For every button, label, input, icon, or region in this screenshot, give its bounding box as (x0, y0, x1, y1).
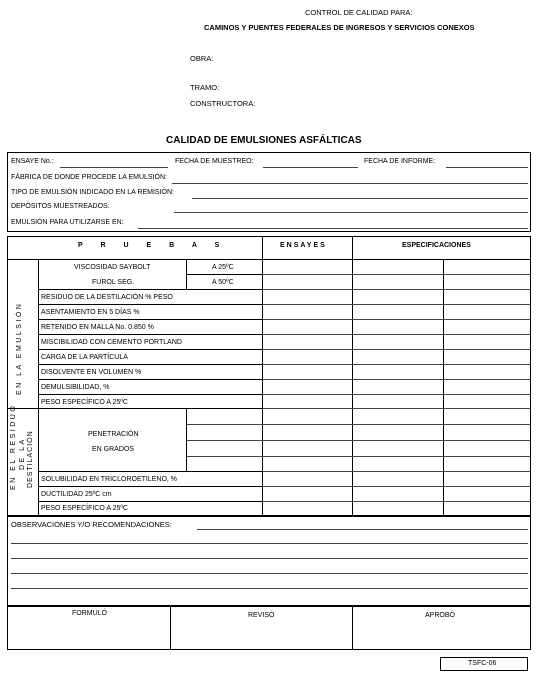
group-residuo-label-c: DESTILACIÓN (27, 430, 34, 488)
formulo-label: FORMULÓ (72, 610, 107, 617)
aprobo-label: APROBÓ (425, 612, 455, 619)
control-label: CONTROL DE CALIDAD PARA: (305, 8, 413, 17)
col-especificaciones-header: ESPECIFICACIONES (402, 242, 471, 249)
group-residuo-label-a: EN EL RESIDUO (10, 403, 17, 490)
page-title: CALIDAD DE EMULSIONES ASFÁLTICAS (166, 135, 362, 146)
peso-especifico-2-label: PESO ESPECÍFICO A 25ºC (41, 505, 128, 512)
en-grados-label: EN GRADOS (92, 446, 135, 453)
tipo-field[interactable] (192, 198, 528, 199)
miscibilidad-label: MISCIBILIDAD CON CEMENTO PORTLAND (41, 339, 182, 346)
form-code: TSFC-06 (468, 660, 497, 667)
observaciones-line[interactable] (11, 588, 528, 589)
emulsion-utilizar-label: EMULSIÓN PARA UTILIZARSE EN: (11, 219, 124, 226)
observaciones-line[interactable] (11, 573, 528, 574)
asentamiento-label: ASENTAMIENTO EN 5 DÍAS % (41, 309, 140, 316)
depositos-label: DEPÓSITOS MUESTREADOS: (11, 203, 110, 210)
fecha-informe-field[interactable] (446, 167, 528, 168)
temp-50-label: A 50ºC (212, 279, 234, 286)
fecha-muestreo-field[interactable] (263, 167, 358, 168)
emulsion-utilizar-field[interactable] (138, 228, 528, 229)
observaciones-line[interactable] (197, 529, 528, 530)
residuo-label: RESIDUO DE LA DESTILACIÓN % PESO (41, 294, 173, 301)
fecha-muestreo-label: FECHA DE MUESTREO: (175, 158, 254, 165)
carga-label: CARGA DE LA PARTÍCULA (41, 354, 128, 361)
fecha-informe-label: FECHA DE INFORME: (364, 158, 436, 165)
penetracion-label: PENETRACIÓN (88, 431, 139, 438)
group-residuo-label-b: DE LA (19, 437, 26, 470)
peso-especifico-1-label: PESO ESPECÍFICO A 25ºC (41, 399, 128, 406)
disolvente-label: DISOLVENTE EN VOLUMEN % (41, 369, 142, 376)
tests-table (7, 236, 531, 516)
group-emulsion-label: EN LA EMULSIÓN (16, 301, 23, 395)
observaciones-label: OBSERVACIONES Y/O RECOMENDACIONES: (11, 520, 172, 529)
solubilidad-label: SOLUBILIDAD EN TRICLOROETILENO, % (41, 476, 178, 483)
viscosidad-label: VISCOSIDAD SAYBOLT (74, 264, 151, 271)
fabrica-label: FÁBRICA DE DONDE PROCEDE LA EMULSIÓN: (11, 174, 167, 181)
furol-label: FUROL SEG. (92, 279, 135, 286)
fabrica-field[interactable] (172, 183, 528, 184)
org-name: CAMINOS Y PUENTES FEDERALES DE INGRESOS Y SERVICIOS CONEXOS (204, 23, 475, 32)
temp-25-label: A 25ºC (212, 264, 234, 271)
depositos-field[interactable] (174, 212, 528, 213)
observaciones-line[interactable] (11, 543, 528, 544)
constructora-label: CONSTRUCTORA: (190, 99, 256, 108)
tipo-label: TIPO DE EMULSIÓN INDICADO EN LA REMISIÓN: (11, 189, 174, 196)
obra-label: OBRA: (190, 54, 214, 63)
ensaye-no-field[interactable] (60, 167, 168, 168)
ductilidad-label: DUCTILIDAD 25ºC cm (41, 491, 112, 498)
observaciones-line[interactable] (11, 558, 528, 559)
tramo-label: TRAMO: (190, 83, 220, 92)
demulsibilidad-label: DEMULSIBILIDAD, % (41, 384, 110, 391)
retenido-label: RETENIDO EN MALLA No. 0.850 % (41, 324, 154, 331)
ensaye-no-label: ENSAYE No.: (11, 158, 54, 165)
reviso-label: REVISÓ (248, 612, 275, 619)
col-pruebas-header: P R U E B A S (78, 242, 228, 249)
col-ensayes-header: ENSAYES (280, 242, 327, 249)
